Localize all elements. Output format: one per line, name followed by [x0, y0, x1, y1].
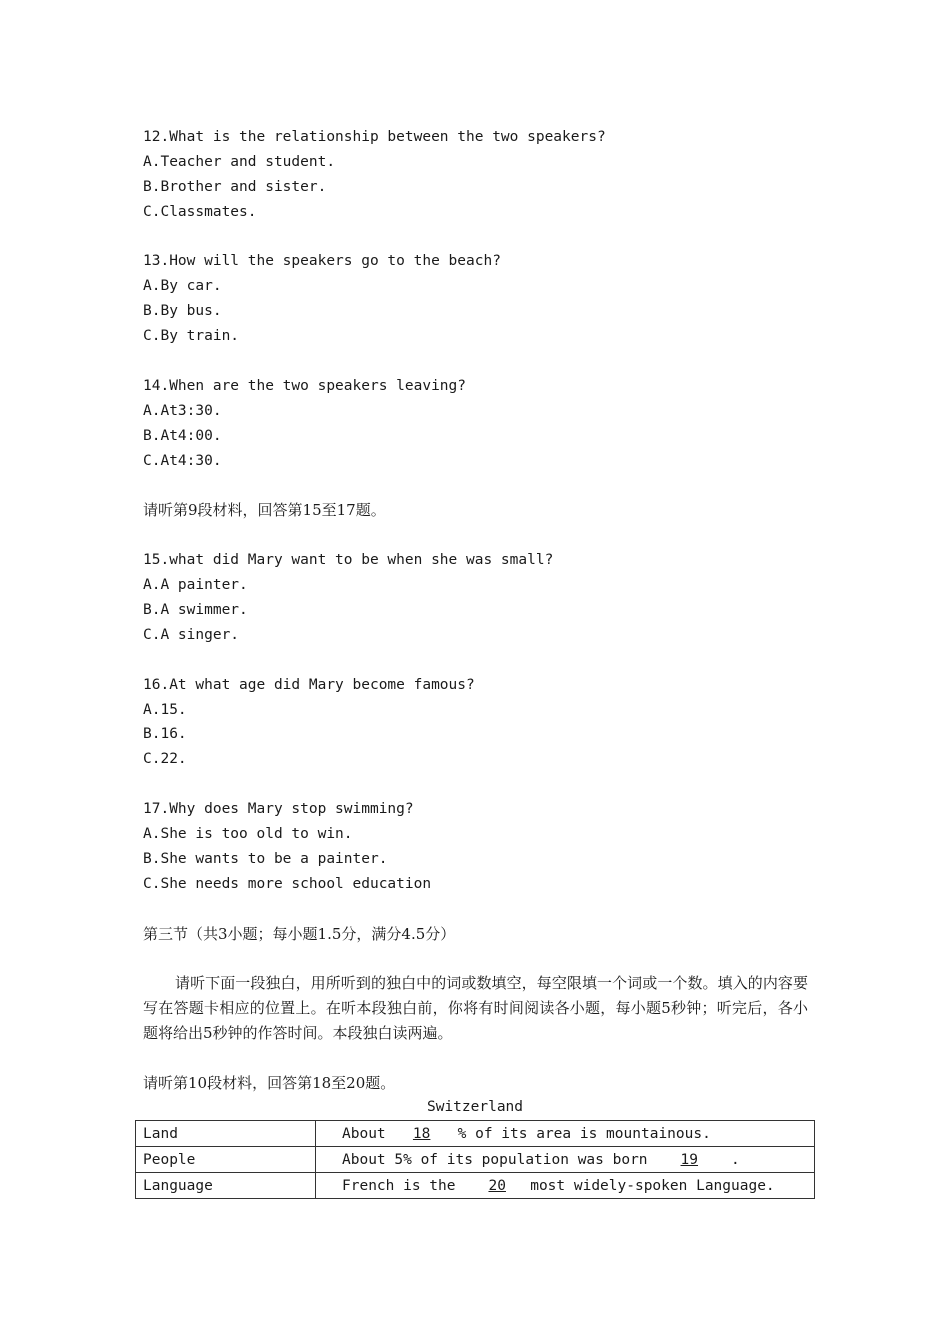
question-14 — [143, 374, 823, 474]
option-b: B.16. — [143, 726, 187, 743]
question-stem: 17.Why does Mary stop swimming? — [143, 801, 414, 818]
question-stem: 16.At what age did Mary become famous? — [143, 676, 475, 693]
text-after: . — [722, 1151, 740, 1168]
answer-blank-18: 18 — [412, 1125, 431, 1142]
option-c: C.22. — [143, 751, 187, 768]
table-row — [136, 1173, 815, 1199]
table-row — [136, 1121, 815, 1147]
row-content — [316, 1121, 815, 1147]
switzerland-table — [135, 1120, 815, 1199]
question-17 — [143, 797, 823, 897]
option-c: C.A singer. — [143, 626, 240, 643]
text-before: About — [342, 1125, 386, 1142]
option-a: A.At3:30. — [143, 402, 222, 419]
question-stem: 14.When are the two speakers leaving? — [143, 377, 467, 394]
option-a: A.By car. — [143, 278, 222, 295]
section-10-instruction: 请听第10段材料，回答第18至20题。 — [143, 1073, 396, 1092]
option-a: A.A painter. — [143, 577, 248, 594]
option-b: B.A swimmer. — [143, 601, 248, 618]
section-9-instruction: 请听第9段材料，回答第15至17题。 — [143, 501, 386, 520]
question-12 — [143, 125, 823, 225]
text-before: French is the — [342, 1177, 465, 1194]
option-c: C.At4:30. — [143, 452, 222, 469]
exam-page — [143, 125, 823, 1118]
answer-blank-20: 20 — [488, 1177, 506, 1194]
option-a: A.Teacher and student. — [143, 153, 336, 170]
option-c: C.Classmates. — [143, 203, 257, 220]
option-c: C.She needs more school education — [143, 875, 432, 892]
option-a: A.15. — [143, 701, 187, 718]
row-content — [316, 1173, 815, 1199]
question-15 — [143, 548, 823, 648]
question-stem: 15.what did Mary want to be when she was small? — [143, 552, 554, 569]
question-13 — [143, 249, 823, 349]
row-label: Land — [136, 1121, 316, 1147]
option-c: C.By train. — [143, 328, 240, 345]
option-b: B.By bus. — [143, 303, 222, 320]
option-a: A.She is too old to win. — [143, 825, 353, 842]
question-16 — [143, 673, 823, 773]
question-stem: 13.How will the speakers go to the beach? — [143, 253, 501, 270]
table-row — [136, 1147, 815, 1173]
section-3-instructions: 请听下面一段独白，用所听到的独白中的词或数填空，每空限填一个词或一个数。填入的内容要写在答题卡相应的位置上。在听本段独白前，你将有时间阅读各小题，每小题5秒钟；听完后，各小题将给出5秒钟的作答时间。本段独白读两遍。 — [143, 974, 808, 1043]
option-b: B.Brother and sister. — [143, 178, 327, 195]
option-b: B.She wants to be a painter. — [143, 850, 388, 867]
text-after: % of its area is mountainous. — [457, 1125, 711, 1142]
row-label: People — [136, 1147, 316, 1173]
question-stem: 12.What is the relationship between the two speakers? — [143, 129, 606, 145]
row-content — [316, 1147, 815, 1173]
text-after: most widely-spoken Language. — [530, 1177, 775, 1194]
answer-blank-19: 19 — [680, 1151, 699, 1168]
section-3-header: 第三节（共3小题；每小题1.5分，满分4.5分） — [143, 924, 456, 943]
row-label: Language — [136, 1173, 316, 1199]
table-title: Switzerland — [426, 1098, 524, 1115]
text-before: About 5% of its population was born — [342, 1151, 657, 1168]
option-b: B.At4:00. — [143, 427, 222, 444]
